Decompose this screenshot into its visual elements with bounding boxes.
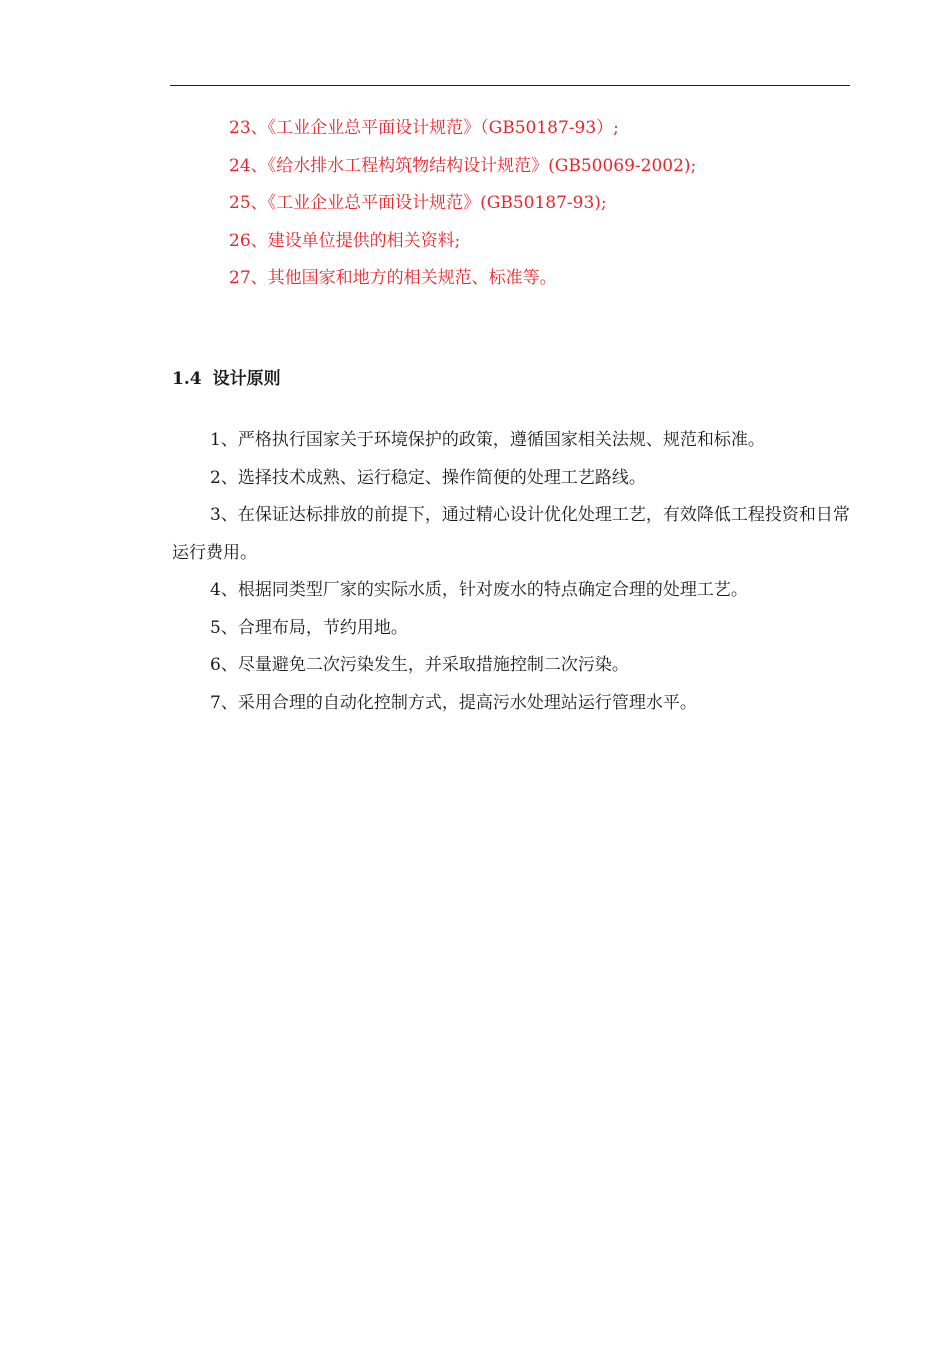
principle-item-5: 5、合理布局，节约用地。	[210, 617, 408, 638]
reference-item-25: 25、《工业企业总平面设计规范》(GB50187-93);	[229, 193, 607, 213]
principle-item-1: 1、严格执行国家关于环境保护的政策，遵循国家相关法规、规范和标准。	[210, 430, 765, 450]
principles-list	[172, 422, 850, 722]
principle-item-6: 6、尽量避免二次污染发生，并采取措施控制二次污染。	[210, 655, 629, 675]
reference-item-26: 26、建设单位提供的相关资料;	[229, 230, 461, 251]
principle-item-2: 2、选择技术成熟、运行稳定、操作简便的处理工艺路线。	[210, 467, 646, 488]
principle-item-3: 3、在保证达标排放的前提下，通过精心设计优化处理工艺，有效降低工程投资和日常运行费用。	[172, 505, 850, 563]
reference-list	[229, 113, 849, 301]
principle-item-7: 7、采用合理的自动化控制方式，提高污水处理站运行管理水平。	[210, 692, 697, 713]
reference-item-24: 24、《给水排水工程构筑物结构设计规范》(GB50069-2002);	[229, 155, 697, 176]
header-rule	[170, 85, 850, 86]
section-heading	[172, 365, 281, 393]
reference-item-23: 23、《工业企业总平面设计规范》（GB50187-93）;	[229, 118, 619, 138]
reference-item-27: 27、其他国家和地方的相关规范、标准等。	[229, 268, 557, 288]
section-title: 设计原则	[212, 369, 281, 389]
section-number: 1.4	[172, 369, 202, 389]
principle-item-4: 4、根据同类型厂家的实际水质，针对废水的特点确定合理的处理工艺。	[210, 580, 748, 600]
